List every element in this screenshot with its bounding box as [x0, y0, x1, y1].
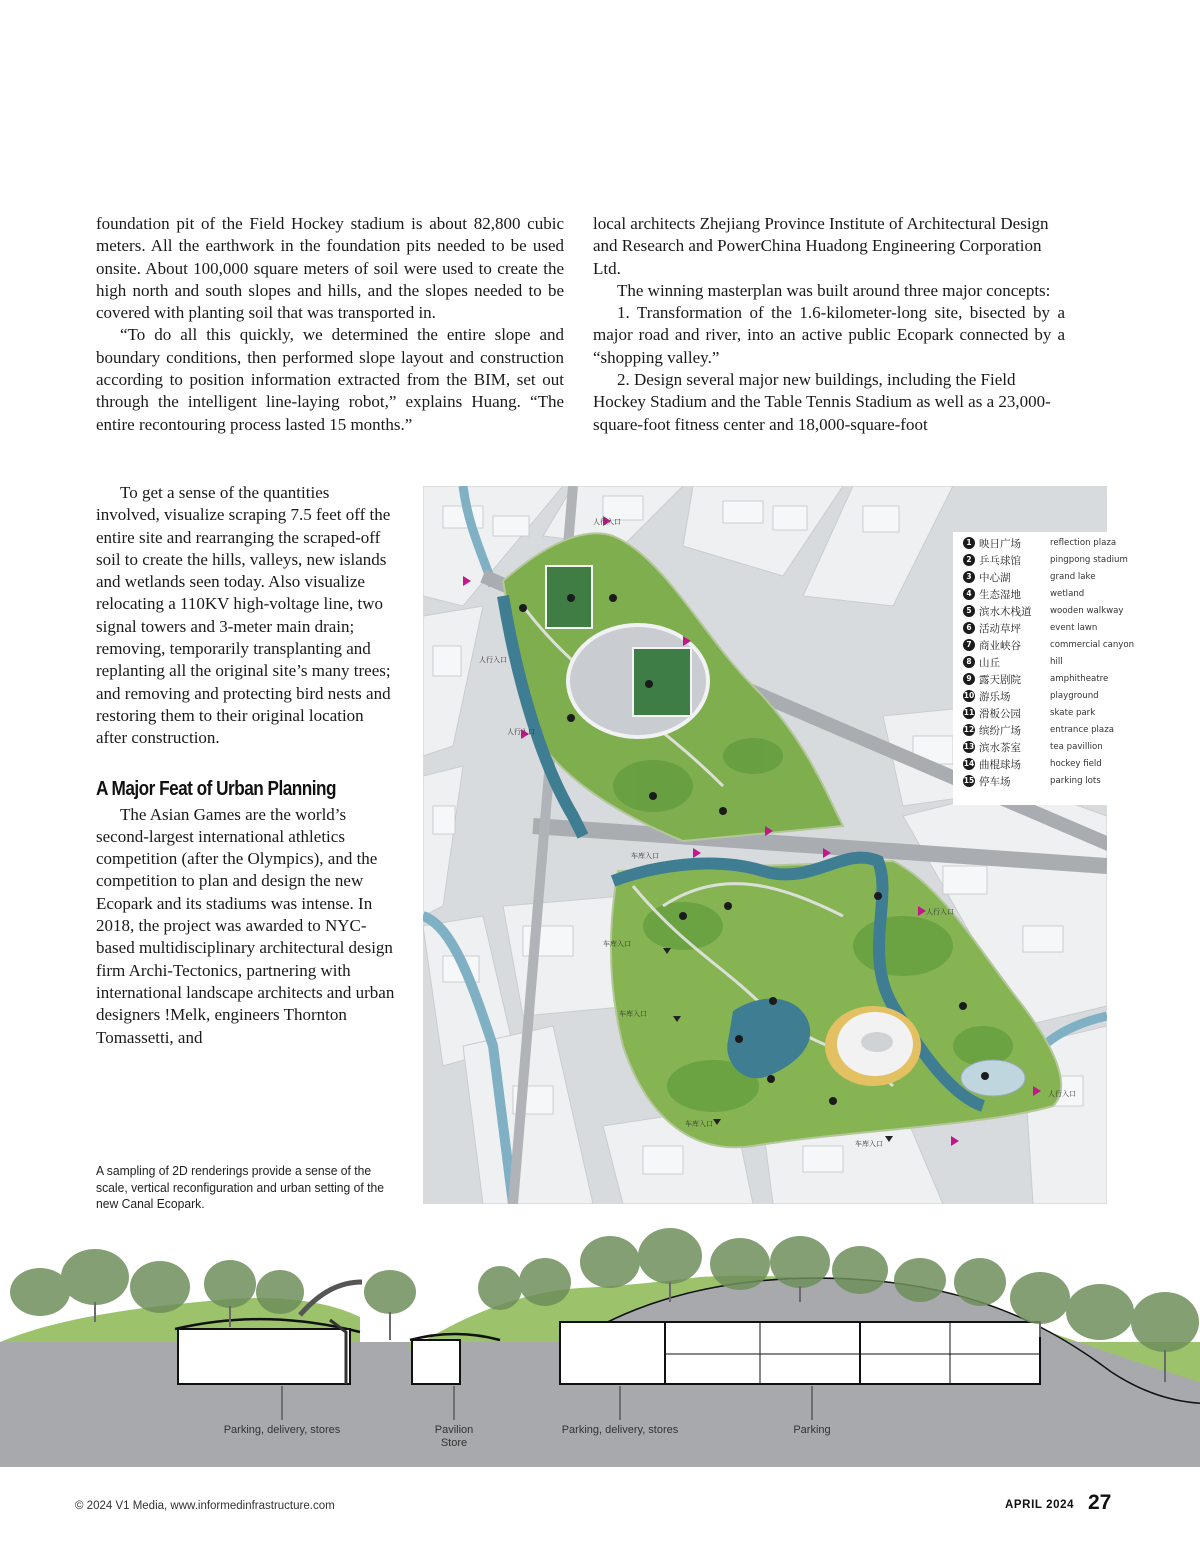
legend-item: 6 活动草坪 event lawn: [963, 620, 1143, 637]
paragraph: The winning masterplan was built around three major concepts:: [617, 280, 1051, 300]
map-legend: [953, 532, 1143, 805]
legend-item: 5 滨水木栈道 wooden walkway: [963, 603, 1143, 620]
article-column-left-top: [96, 213, 564, 436]
legend-item: 9 露天剧院 amphitheatre: [963, 671, 1143, 688]
map-label-car-entry: 车库入口: [631, 852, 659, 860]
section-heading: A Major Feat of Urban Planning: [96, 777, 336, 800]
article-column-right-top: [593, 213, 1065, 436]
page-number: 27: [1088, 1491, 1112, 1514]
map-label-car-entry: 车库入口: [619, 1010, 647, 1018]
legend-item: 3 中心湖 grand lake: [963, 569, 1143, 586]
paragraph: 1. Transformation of the 1.6-kilometer-long site, bisected by a major road and river, into an active public Ecopark connected by a “shopping valley.”: [593, 303, 1065, 367]
legend-item: 2 乒乓球馆 pingpong stadium: [963, 552, 1143, 569]
paragraph: local architects Zhejiang Province Institute of Architectural Design and Research and PowerChina Huadong Engineering Corporation Ltd.: [593, 214, 1049, 278]
legend-item: 7 商业峡谷 commercial canyon: [963, 637, 1143, 654]
legend-item: 13 滨水茶室 tea pavillion: [963, 742, 1103, 754]
paragraph: The Asian Games are the world’s second-largest international athletics competition (after the Olympics), and the competition to plan and design the new Ecopark and its stadiums was intense. In 2018, the project was awarded to NYC-based multidisciplinary architectural design firm Archi-Tectonics, partnering with international landscape architects and urban designers !Melk, engineers Thornton Tomassetti, and: [96, 804, 395, 1047]
cross-section-drawing: [0, 1222, 1200, 1467]
paragraph: To get a sense of the quantities involved, visualize scraping 7.5 feet off the entire site and rearranging the scraped-off soil to create the hills, valleys, new islands and wetlands seen today. Also visualize relocating a 110KV high-voltage line, two signal towers and 3-meter main drain; removing, temporarily transplanting and replanting all the original site’s many trees; and removing and protecting bird nests and restoring them to their original location after construction.: [96, 483, 391, 748]
map-label-person-entry: 人行入口: [507, 728, 535, 736]
section-label-pavilion-store: Pavilion Store: [434, 1424, 474, 1449]
footer-copyright: © 2024 V1 Media, www.informedinfrastructure.com: [75, 1500, 335, 1512]
article-column-left-bottom: [96, 482, 396, 1049]
map-label-car-entry: 车库入口: [685, 1120, 713, 1128]
legend-item: 14 曲棍球场 hockey field: [963, 759, 1102, 771]
paragraph: 2. Design several major new buildings, including the Field Hockey Stadium and the Table Tennis Stadium as well as a 23,000-square-foot fitness center and 18,000-square-foot: [593, 370, 1051, 434]
legend-item: 10 游乐场 playground: [963, 691, 1099, 703]
map-label-car-entry: 车库入口: [855, 1140, 883, 1148]
legend-item: 1 映日广场 reflection plaza: [963, 535, 1143, 552]
section-label-parking-delivery: Parking, delivery, stores: [223, 1424, 341, 1436]
figure-caption: A sampling of 2D renderings provide a sense of the scale, vertical reconfiguration and urban setting of the new Canal Ecopark.: [96, 1163, 384, 1211]
footer-issue-date: APRIL 2024: [1005, 1499, 1075, 1511]
legend-item: 15 停车场 parking lots: [963, 776, 1101, 788]
legend-item: 4 生态湿地 wetland: [963, 586, 1143, 603]
map-label-person-entry: 人行入口: [1048, 1090, 1076, 1098]
section-label-parking: Parking: [793, 1424, 831, 1436]
map-label-car-entry: 车库入口: [603, 940, 631, 948]
paragraph: “To do all this quickly, we determined the entire slope and boundary conditions, then performed slope layout and construction according to position information extracted from the BIM, set out through the intelligent line-laying robot,” explains Huang. “The entire recontouring process lasted 15 months.”: [96, 325, 564, 434]
paragraph: foundation pit of the Field Hockey stadium is about 82,800 cubic meters. All the earthwork in the foundation pits needed to be used onsite. About 100,000 square meters of soil were used to create the high north and south slopes and hills, and the slopes needed to be covered with planting soil that was transported in.: [96, 214, 564, 323]
map-label-person-entry: 人行入口: [593, 518, 621, 526]
map-label-person-entry: 人行入口: [479, 656, 507, 664]
map-label-person-entry: 人行入口: [926, 908, 954, 916]
section-label-parking-delivery: Parking, delivery, stores: [561, 1424, 679, 1436]
legend-item: 12 缤纷广场 entrance plaza: [963, 725, 1114, 737]
legend-item: 8 山丘 hill: [963, 654, 1143, 671]
legend-item: 11 滑板公园 skate park: [963, 708, 1096, 720]
